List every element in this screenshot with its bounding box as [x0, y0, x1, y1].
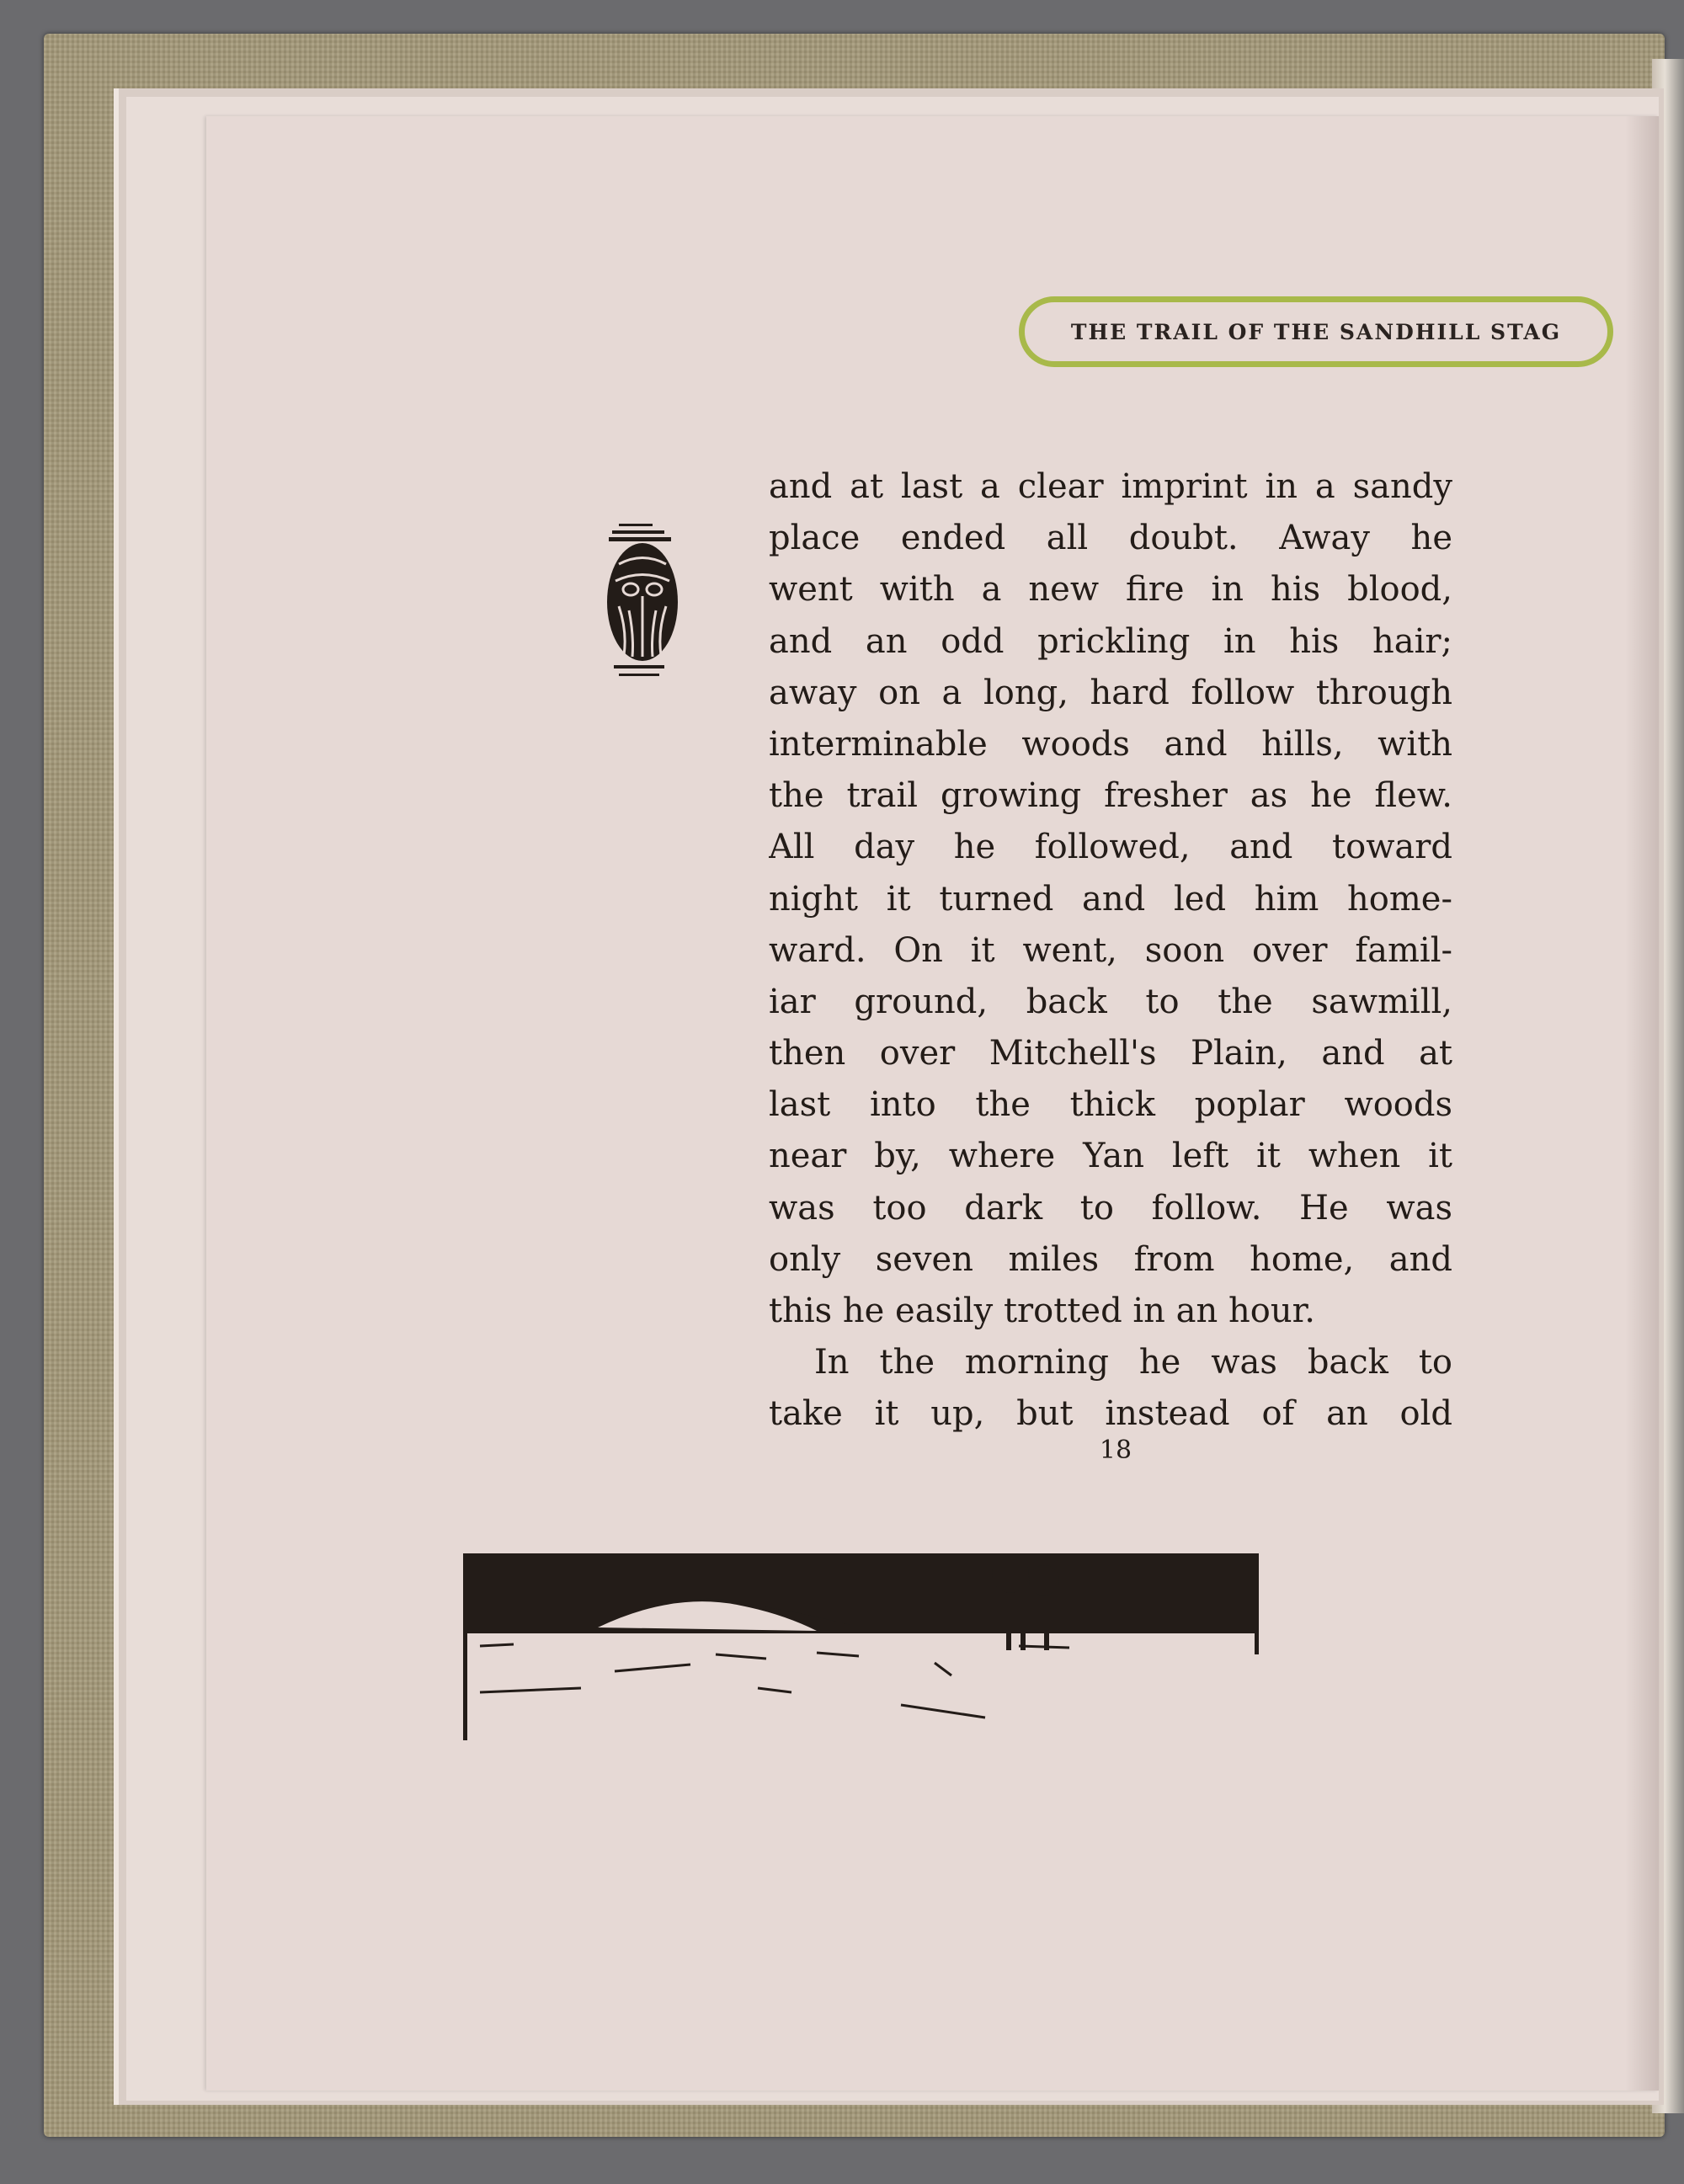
text-line: All day he followed, and toward — [769, 828, 1452, 867]
owl-ornament-icon — [594, 522, 695, 682]
page-gutter — [1625, 116, 1659, 2091]
text-line: went with a new fire in his blood, — [769, 570, 1452, 610]
text-line: away on a long, hard follow through — [769, 673, 1452, 712]
text-line: and at last a clear imprint in a sandy — [769, 467, 1452, 506]
text-line: place ended all doubt. Away he — [769, 519, 1452, 558]
text-line: then over Mitchell's Plain, and at — [769, 1034, 1452, 1073]
text-line: was too dark to follow. He was — [769, 1188, 1452, 1228]
text-line: last into the thick poplar woods — [769, 1085, 1452, 1125]
text-line: take it up, but instead of an old — [769, 1394, 1452, 1434]
text-line: only seven miles from home, and — [769, 1239, 1452, 1279]
page-number: 18 — [1099, 1436, 1132, 1465]
text-line: night it turned and led him home- — [769, 879, 1452, 919]
text-line: interminable woods and hills, with — [769, 724, 1452, 764]
landscape-illustration — [463, 1553, 1263, 1747]
body-text — [769, 461, 1452, 1441]
text-line: In the morning he was back to — [814, 1343, 1452, 1382]
text-line: and an odd prickling in his hair; — [769, 621, 1452, 661]
text-line: ward. On it went, soon over famil- — [769, 930, 1452, 970]
text-line: near by, where Yan left it when it — [769, 1137, 1452, 1176]
text-line: this he easily trotted in an hour. — [769, 1292, 1316, 1330]
text-line: the trail growing fresher as he flew. — [769, 776, 1452, 816]
text-line: iar ground, back to the sawmill, — [769, 982, 1452, 1021]
running-head: THE TRAIL OF THE SANDHILL STAG — [1019, 296, 1613, 367]
